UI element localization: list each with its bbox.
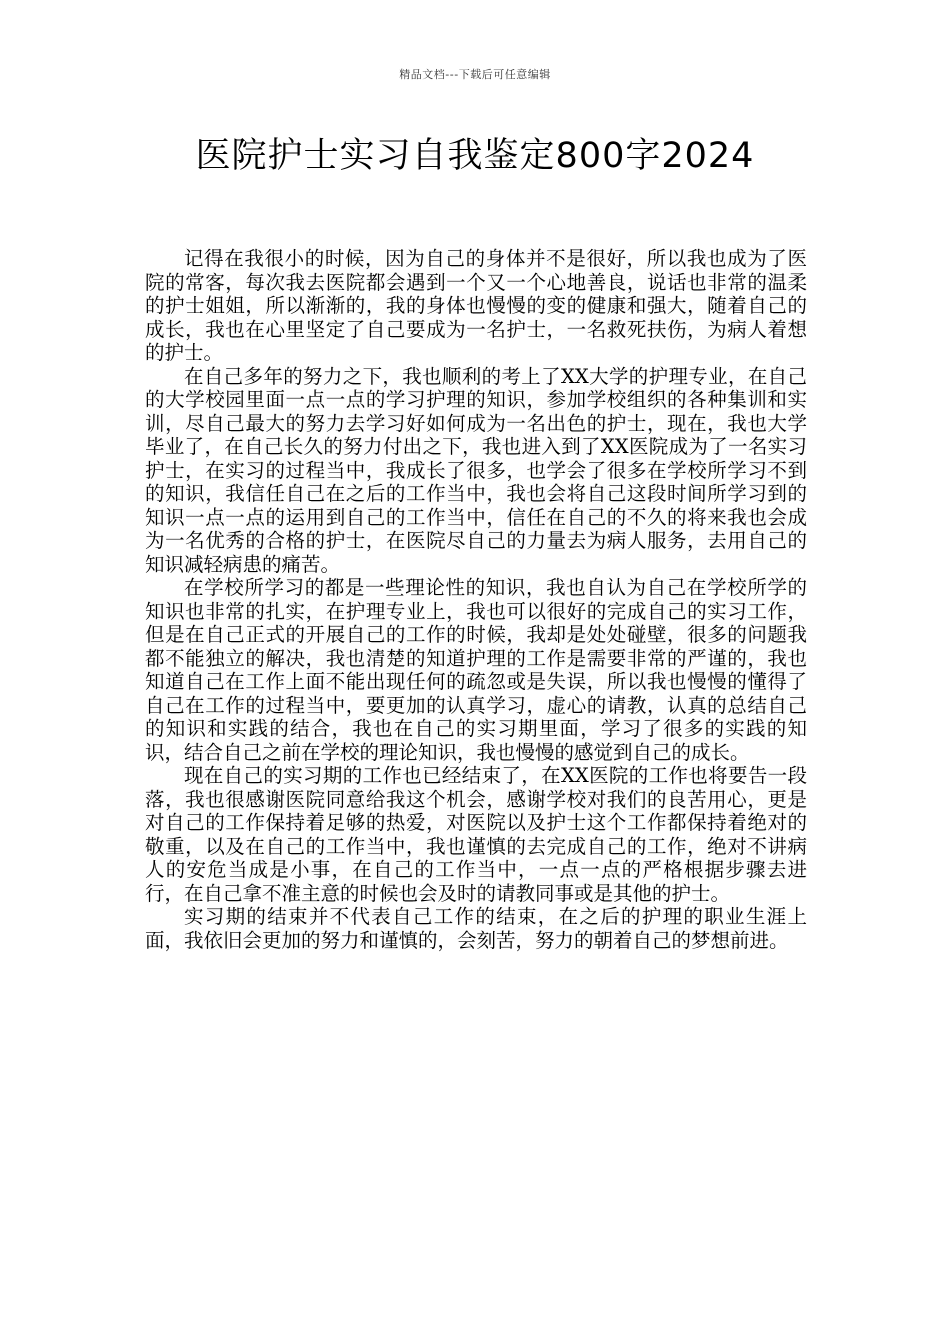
header-note: 精品文档---下载后可任意编辑	[399, 68, 551, 81]
paragraph-3: 在学校所学习的都是一些理论性的知识，我也自认为自己在学校所学的知识也非常的扎实，在护理专业上，我也可以很好的完成自己的实习工作，但是在自己正式的开展自己的工作的时候，我却是处处碰壁，很多的问题我都不能独立的解决，我也清楚的知道护理的工作是需要非常的严谨的，我也知道自己在工作上面不能出现任何的疏忽或是失误，所以我也慢慢的懂得了自己在工作的过程当中，要更加的认真学习，虚心的请教，认真的总结自己的知识和实践的结合，我也在自己的实习期里面，学习了很多的实践的知识，结合自己之前在学校的理论知识，我也慢慢的感觉到自己的成长。	[145, 576, 807, 764]
paragraph-2: 在自己多年的努力之下，我也顺利的考上了XX大学的护理专业，在自己的大学校园里面一点一点的学习护理的知识，参加学校组织的各种集训和实训，尽自己最大的努力去学习好如何成为一名出色的护士，现在，我也大学毕业了，在自己长久的努力付出之下，我也进入到了XX医院成为了一名实习护士，在实习的过程当中，我成长了很多，也学会了很多在学校所学习不到的知识，我信任自己在之后的工作当中，我也会将自己这段时间所学习到的知识一点一点的运用到自己的工作当中，信任在自己的不久的将来我也会成为一名优秀的合格的护士，在医院尽自己的力量去为病人服务，去用自己的知识减轻病患的痛苦。	[145, 364, 807, 576]
paragraph-4: 现在自己的实习期的工作也已经结束了，在XX医院的工作也将要告一段落，我也很感谢医院同意给我这个机会，感谢学校对我们的良苦用心，更是对自己的工作保持着足够的热爱，对医院以及护士这个工作都保持着绝对的敬重，以及在自己的工作当中，我也谨慎的去完成自己的工作，绝对不讲病人的安危当成是小事，在自己的工作当中，一点一点的严格根据步骤去进行，在自己拿不准主意的时候也会及时的请教同事或是其他的护士。	[145, 764, 807, 905]
paragraph-1: 记得在我很小的时候，因为自己的身体并不是很好，所以我也成为了医院的常客，每次我去医院都会遇到一个又一个心地善良，说话也非常的温柔的护士姐姐，所以渐渐的，我的身体也慢慢的变的健康和强大，随着自己的成长，我也在心里坚定了自己要成为一名护士，一名救死扶伤，为病人着想的护士。	[145, 247, 807, 364]
paragraph-5: 实习期的结束并不代表自己工作的结束，在之后的护理的职业生涯上面，我依旧会更加的努力和谨慎的，会刻苦，努力的朝着自己的梦想前进。	[145, 905, 807, 952]
document-title: 医院护士实习自我鉴定800字2024	[195, 136, 755, 176]
document-body	[145, 247, 807, 952]
